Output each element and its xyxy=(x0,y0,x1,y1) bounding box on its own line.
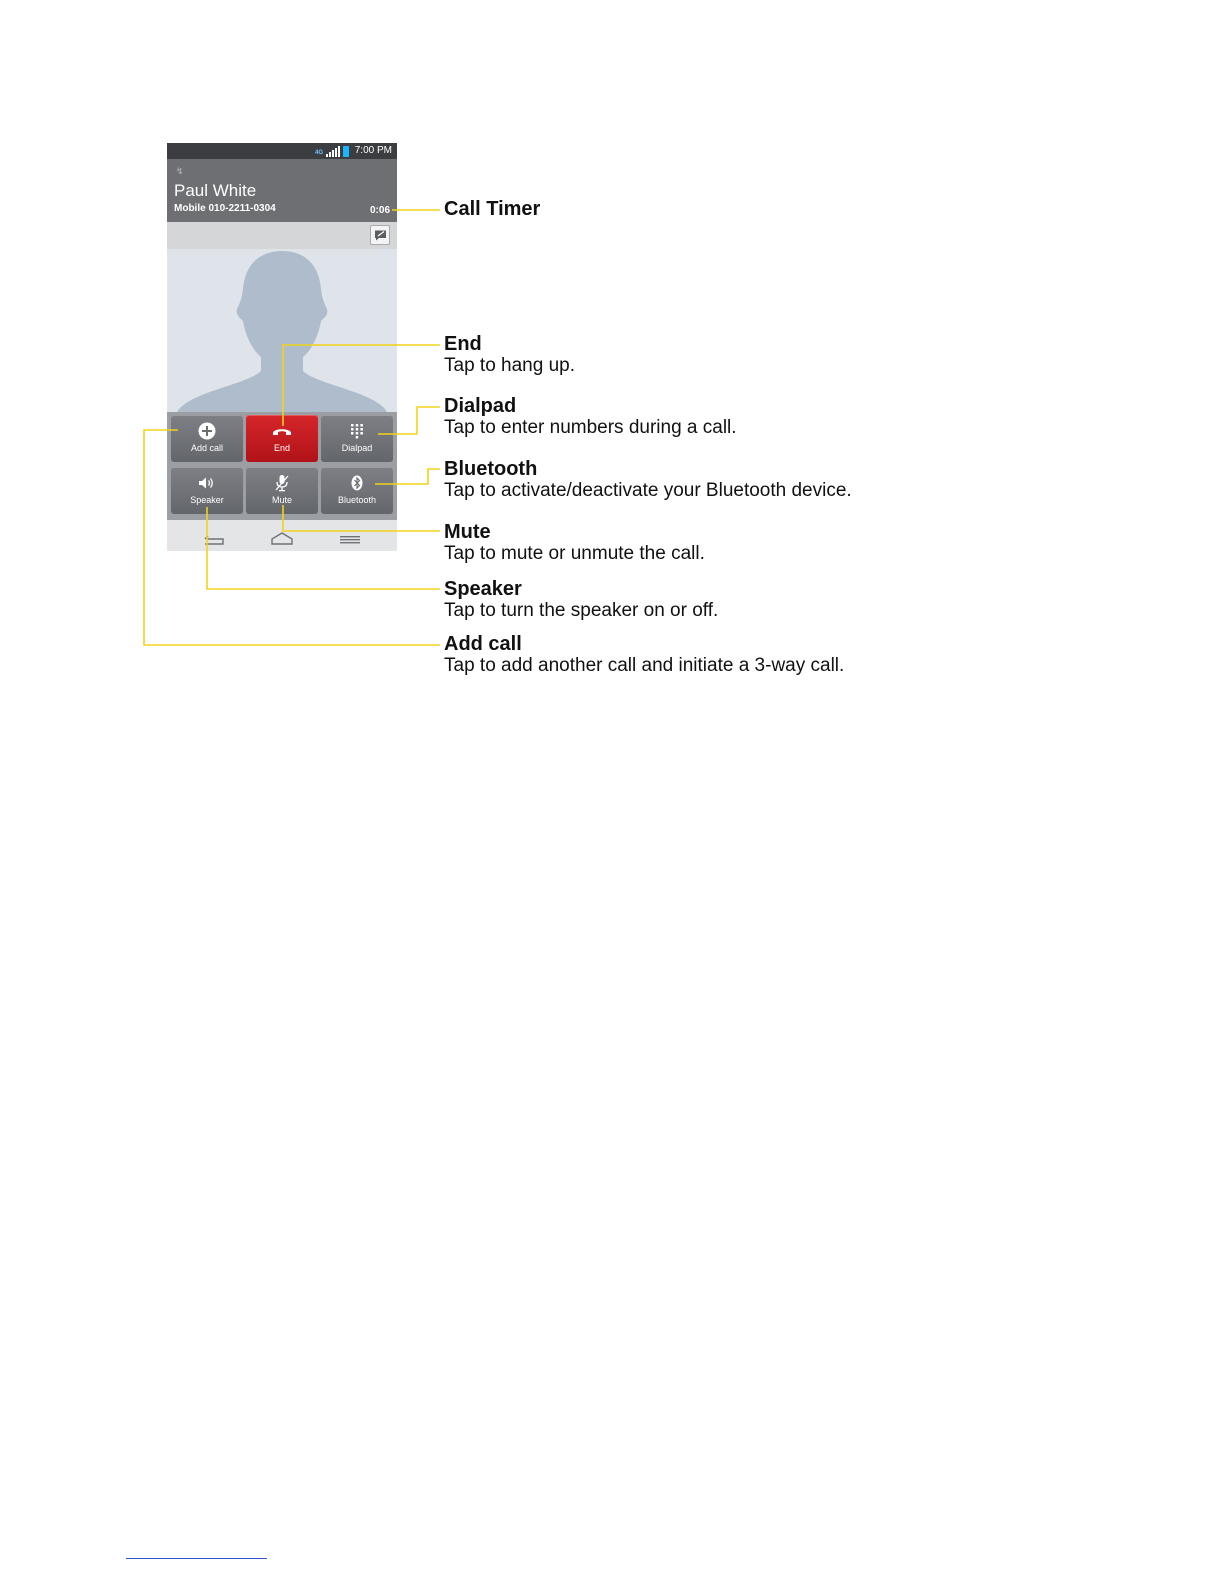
callout-description: Tap to turn the speaker on or off. xyxy=(444,600,719,621)
callout-mute xyxy=(444,521,705,565)
call-status-icon: ↯ xyxy=(176,166,184,176)
contact-number: Mobile 010-2211-0304 xyxy=(174,203,276,214)
callout-description: Tap to hang up. xyxy=(444,355,575,376)
callout-description: Tap to enter numbers during a call. xyxy=(444,417,737,438)
add-call-leader xyxy=(144,430,440,645)
dialpad-leader xyxy=(378,407,440,434)
callout-end xyxy=(444,333,575,377)
call-timer: 0:06 xyxy=(369,205,390,216)
callout-description: Tap to add another call and initiate a 3-way call. xyxy=(444,655,845,676)
bluetooth-label: Bluetooth xyxy=(337,495,377,505)
callout-title: Call Timer xyxy=(444,198,541,220)
callout-title: Mute xyxy=(444,521,491,543)
callout-speaker xyxy=(444,578,718,622)
speaker-label: Speaker xyxy=(190,495,224,505)
speaker-leader xyxy=(207,507,440,589)
callout-title: End xyxy=(444,333,482,355)
callout-title: Bluetooth xyxy=(444,458,538,480)
mute-label: Mute xyxy=(271,495,292,505)
dialpad-label: Dialpad xyxy=(341,443,373,453)
status-time: 7:00 PM xyxy=(354,145,392,156)
callout-title: Add call xyxy=(444,633,522,655)
callout-description: Tap to activate/deactivate your Bluetooth device. xyxy=(444,480,852,501)
callout-bluetooth xyxy=(444,458,852,502)
footnote-rule xyxy=(126,1558,267,1559)
bluetooth-leader xyxy=(375,469,440,484)
callout-dialpad xyxy=(444,395,737,439)
contact-name: Paul White xyxy=(174,181,257,200)
callout-description: Tap to mute or unmute the call. xyxy=(444,543,705,564)
end-label: End xyxy=(273,443,290,453)
callout-add-call xyxy=(444,633,844,677)
add-call-label: Add call xyxy=(190,443,224,453)
callout-title: Dialpad xyxy=(444,395,517,417)
mute-leader xyxy=(283,505,440,531)
callout-title: Speaker xyxy=(444,578,522,600)
network-type: 4G xyxy=(314,150,323,156)
callout-call-timer xyxy=(444,198,540,220)
